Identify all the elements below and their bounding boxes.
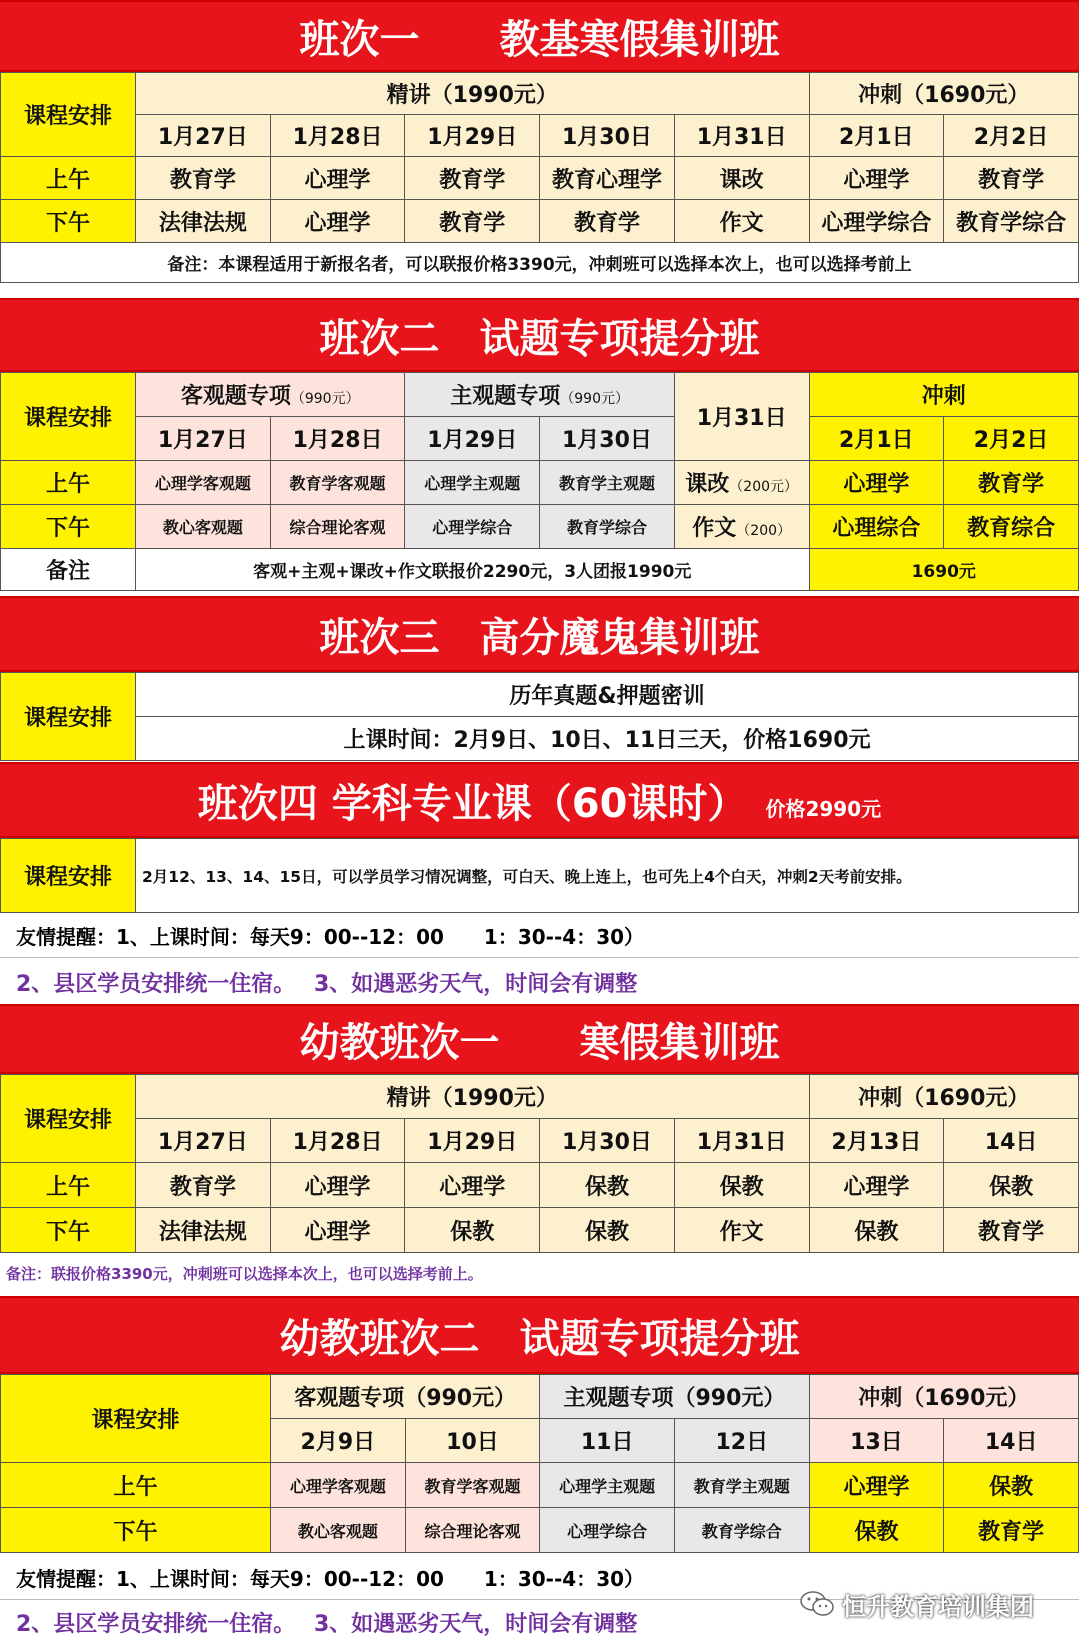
s5-date: 1月31日 — [674, 1119, 809, 1163]
s6-arrange: 课程安排 — [1, 1375, 271, 1463]
s2-am-cell: 教育学主观题 — [540, 461, 675, 505]
s1-table — [0, 72, 1079, 283]
s5-date: 1月27日 — [136, 1119, 271, 1163]
s2-pm-zuowen: 作文（200） — [674, 505, 809, 549]
s2-am-cell: 心理学客观题 — [136, 461, 271, 505]
s5-pm-cell: 教育学 — [944, 1208, 1079, 1253]
s2-date: 1月30日 — [540, 417, 675, 461]
s2-pm-cell: 教心客观题 — [136, 505, 271, 549]
s6-pm-label: 下午 — [1, 1508, 271, 1553]
s3-arrange: 课程安排 — [1, 673, 136, 761]
s1-note: 备注：本课程适用于新报名者，可以联报价格3390元，冲刺班可以选择本次上，也可以选择考前上 — [1, 243, 1079, 283]
s2-note-price: 1690元 — [809, 549, 1078, 591]
s1-date: 1月28日 — [270, 115, 405, 157]
s6-am-cell: 心理学 — [809, 1463, 944, 1508]
s1-pm-cell: 心理学综合 — [809, 200, 944, 243]
s6-group-subjective: 主观题专项（990元） — [540, 1375, 809, 1419]
s1-pm-label: 下午 — [1, 200, 136, 243]
s6-am-cell: 心理学客观题 — [271, 1463, 406, 1508]
s5-pm-cell: 心理学 — [270, 1208, 405, 1253]
s1-date: 1月29日 — [405, 115, 540, 157]
tip2-line2: 2、县区学员安排统一住宿。 3、如遇恶劣天气，时间会有调整 — [16, 1611, 638, 1637]
s2-date-jan31: 1月31日 — [674, 373, 809, 461]
s6-pm-cell: 综合理论客观 — [405, 1508, 540, 1553]
s5-group-jingjiang: 精讲（1990元） — [136, 1075, 810, 1119]
s1-am-cell: 教育心理学 — [540, 157, 675, 200]
watermark — [800, 1586, 1034, 1622]
s1-pm-cell: 作文 — [674, 200, 809, 243]
s2-date: 1月29日 — [405, 417, 540, 461]
s6-am-cell: 教育学主观题 — [674, 1463, 809, 1508]
s2-date: 2月2日 — [944, 417, 1079, 461]
s5-am-cell: 心理学 — [809, 1163, 944, 1208]
s4-desc: 2月12、13、14、15日，可以学员学习情况调整，可白天、晚上连上，也可先上4个白天，冲刺2天考前安排。 — [136, 839, 1079, 913]
s4-title: 班次四 学科专业课（60课时） — [197, 780, 748, 827]
s6-pm-cell: 教心客观题 — [271, 1508, 406, 1553]
s6-date: 2月9日 — [271, 1419, 406, 1463]
s2-am-cell: 心理学 — [809, 461, 944, 505]
s2-table — [0, 372, 1079, 591]
s5-am-cell: 保教 — [540, 1163, 675, 1208]
s2-pm-cell: 教育综合 — [944, 505, 1079, 549]
tip2-line1: 友情提醒：1、上课时间：每天9：00--12：00 1：30--4：30） — [0, 1556, 1079, 1600]
s1-pm-cell: 法律法规 — [136, 200, 271, 243]
s4-title-bar — [0, 762, 1079, 838]
s5-date: 2月13日 — [809, 1119, 944, 1163]
s5-am-label: 上午 — [1, 1163, 136, 1208]
s4-arrange: 课程安排 — [1, 839, 136, 913]
s1-pm-cell: 教育学 — [540, 200, 675, 243]
s6-date: 12日 — [674, 1419, 809, 1463]
s5-pm-cell: 作文 — [674, 1208, 809, 1253]
s2-note-label: 备注 — [1, 549, 136, 591]
s5-pm-cell: 保教 — [405, 1208, 540, 1253]
s2-pm-cell: 综合理论客观 — [270, 505, 405, 549]
s5-pm-cell: 保教 — [540, 1208, 675, 1253]
s5-date: 1月30日 — [540, 1119, 675, 1163]
s1-date: 2月2日 — [944, 115, 1079, 157]
s3-table — [0, 672, 1079, 761]
s2-pm-cell: 教育学综合 — [540, 505, 675, 549]
s1-group-jingjiang: 精讲（1990元） — [136, 73, 810, 115]
s1-am-cell: 教育学 — [944, 157, 1079, 200]
s5-date: 1月29日 — [405, 1119, 540, 1163]
s5-table — [0, 1074, 1079, 1253]
s5-arrange: 课程安排 — [1, 1075, 136, 1163]
s6-date: 13日 — [809, 1419, 944, 1463]
s2-pm-cell: 心理综合 — [809, 505, 944, 549]
s2-title: 班次二 试题专项提分班 — [0, 298, 1079, 372]
s1-am-cell: 心理学 — [809, 157, 944, 200]
s6-pm-cell: 教育学综合 — [674, 1508, 809, 1553]
s2-group-subjective: 主观题专项（990元） — [405, 373, 674, 417]
s2-date: 1月28日 — [270, 417, 405, 461]
s1-am-cell: 心理学 — [270, 157, 405, 200]
watermark-text: 恒升教育培训集团 — [842, 1592, 1034, 1621]
s6-table — [0, 1374, 1079, 1553]
s6-group-objective: 客观题专项（990元） — [271, 1375, 540, 1419]
s6-pm-cell: 教育学 — [944, 1508, 1079, 1553]
s5-date: 14日 — [944, 1119, 1079, 1163]
s5-group-chongci: 冲刺（1690元） — [809, 1075, 1078, 1119]
s2-group-objective: 客观题专项（990元） — [136, 373, 405, 417]
s4-table — [0, 838, 1079, 913]
s1-arrange: 课程安排 — [1, 73, 136, 157]
s3-line1: 历年真题&押题密训 — [136, 673, 1079, 717]
s1-pm-cell: 心理学 — [270, 200, 405, 243]
s6-title: 幼教班次二 试题专项提分班 — [0, 1296, 1079, 1374]
s6-date: 11日 — [540, 1419, 675, 1463]
s1-title: 班次一 教基寒假集训班 — [0, 0, 1079, 72]
s1-group-chongci: 冲刺（1690元） — [809, 73, 1078, 115]
s6-group-sprint: 冲刺（1690元） — [809, 1375, 1078, 1419]
s4-price: 价格2990元 — [765, 796, 882, 821]
s5-pm-label: 下午 — [1, 1208, 136, 1253]
s5-am-cell: 教育学 — [136, 1163, 271, 1208]
s1-am-label: 上午 — [1, 157, 136, 200]
s5-am-cell: 保教 — [944, 1163, 1079, 1208]
s1-date: 1月27日 — [136, 115, 271, 157]
s2-am-cell: 教育学 — [944, 461, 1079, 505]
s1-am-cell: 教育学 — [136, 157, 271, 200]
s2-note: 客观+主观+课改+作文联报价2290元，3人团报1990元 — [136, 549, 810, 591]
s1-pm-cell: 教育学综合 — [944, 200, 1079, 243]
s6-am-cell: 心理学主观题 — [540, 1463, 675, 1508]
s1-pm-cell: 教育学 — [405, 200, 540, 243]
s5-note: 备注：联报价格3390元，冲刺班可以选择本次上，也可以选择考前上。 — [6, 1264, 483, 1283]
s2-am-cell: 心理学主观题 — [405, 461, 540, 505]
s2-pm-cell: 心理学综合 — [405, 505, 540, 549]
s5-title: 幼教班次一 寒假集训班 — [0, 1004, 1079, 1074]
s1-am-cell: 课改 — [674, 157, 809, 200]
s1-date: 1月31日 — [674, 115, 809, 157]
s6-am-cell: 保教 — [944, 1463, 1079, 1508]
s6-am-label: 上午 — [1, 1463, 271, 1508]
s3-line2: 上课时间：2月9日、10日、11日三天，价格1690元 — [136, 717, 1079, 761]
s2-date: 1月27日 — [136, 417, 271, 461]
s1-date: 1月30日 — [540, 115, 675, 157]
s6-date: 14日 — [944, 1419, 1079, 1463]
s2-date: 2月1日 — [809, 417, 944, 461]
s2-am-cell: 教育学客观题 — [270, 461, 405, 505]
s2-group-sprint: 冲刺 — [809, 373, 1078, 417]
s6-pm-cell: 心理学综合 — [540, 1508, 675, 1553]
s6-date: 10日 — [405, 1419, 540, 1463]
s5-date: 1月28日 — [270, 1119, 405, 1163]
s6-am-cell: 教育学客观题 — [405, 1463, 540, 1508]
s5-am-cell: 心理学 — [405, 1163, 540, 1208]
s2-pm-label: 下午 — [1, 505, 136, 549]
s2-am-kegai: 课改（200元） — [674, 461, 809, 505]
s2-arrange: 课程安排 — [1, 373, 136, 461]
s5-am-cell: 保教 — [674, 1163, 809, 1208]
s3-title: 班次三 高分魔鬼集训班 — [0, 596, 1079, 672]
s2-am-label: 上午 — [1, 461, 136, 505]
s5-pm-cell: 法律法规 — [136, 1208, 271, 1253]
s5-pm-cell: 保教 — [809, 1208, 944, 1253]
wechat-icon — [800, 1590, 834, 1618]
s5-am-cell: 心理学 — [270, 1163, 405, 1208]
s1-am-cell: 教育学 — [405, 157, 540, 200]
tip1-line1: 友情提醒：1、上课时间：每天9：00--12：00 1：30--4：30） — [0, 914, 1079, 958]
tip1-line2: 2、县区学员安排统一住宿。 3、如遇恶劣天气，时间会有调整 — [16, 971, 638, 997]
s1-date: 2月1日 — [809, 115, 944, 157]
s6-pm-cell: 保教 — [809, 1508, 944, 1553]
